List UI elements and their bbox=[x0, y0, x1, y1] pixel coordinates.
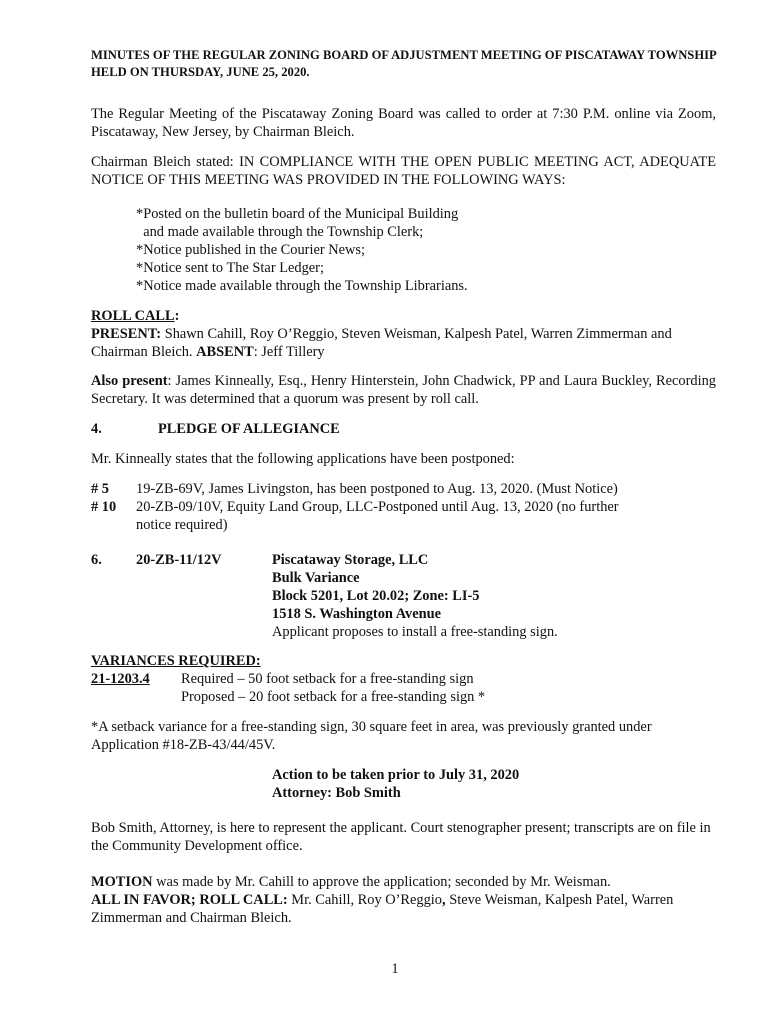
action-deadline: Action to be taken prior to July 31, 2020 bbox=[272, 767, 520, 783]
pledge-number: 4. bbox=[91, 421, 102, 437]
block-lot-zone: Block 5201, Lot 20.02; Zone: LI-5 bbox=[272, 588, 480, 604]
postponed-item: 19-ZB-69V, James Livingston, has been postponed to Aug. 13, 2020. (Must Notice) bbox=[136, 481, 618, 497]
postponed-number: # 5 bbox=[91, 481, 109, 497]
vote-names-continued: Steve Weisman, Kalpesh Patel, Warren Zimmerman and Chairman Bleich. bbox=[91, 892, 674, 926]
postponed-intro: Mr. Kinneally states that the following applications have been postponed: bbox=[91, 451, 515, 467]
pledge-title: PLEDGE OF ALLEGIANCE bbox=[158, 421, 340, 437]
motion-text: was made by Mr. Cahill to approve the application; seconded by Mr. Weisman. bbox=[152, 874, 611, 890]
variances-heading: VARIANCES REQUIRED: bbox=[91, 653, 261, 669]
attorney-name: Attorney: Bob Smith bbox=[272, 785, 401, 801]
also-present-paragraph bbox=[91, 372, 716, 408]
applicant-name: Piscataway Storage, LLC bbox=[272, 552, 429, 568]
document-title: MINUTES OF THE REGULAR ZONING BOARD OF ADJUSTMENT MEETING OF PISCATAWAY TOWNSHIP HELD ON THURSDAY, JUNE 25, 2020. bbox=[91, 48, 717, 79]
required-setback: Required – 50 foot setback for a free-standing sign bbox=[181, 671, 474, 687]
present-label: PRESENT: bbox=[91, 326, 162, 342]
postponed-item: 20-ZB-09/10V, Equity Land Group, LLC-Postponed until Aug. 13, 2020 (no further bbox=[136, 499, 619, 515]
proposed-setback: Proposed – 20 foot setback for a free-standing sign * bbox=[181, 689, 486, 705]
also-present-label: Also present bbox=[91, 373, 168, 389]
absent-label: ABSENT bbox=[196, 344, 254, 360]
roll-call-colon: : bbox=[174, 308, 180, 324]
variance-type: Bulk Variance bbox=[272, 570, 360, 586]
notice-item: *Posted on the bulletin board of the Municipal Building bbox=[136, 206, 459, 222]
footnote-paragraph: *A setback variance for a free-standing sign, 30 square feet in area, was previously granted under Application #18-ZB-43/44/45V. bbox=[91, 719, 652, 753]
absent-names: : Jeff Tillery bbox=[253, 344, 325, 360]
vote-paragraph bbox=[91, 891, 716, 927]
application-number: 20-ZB-11/12V bbox=[136, 552, 222, 568]
roll-call-heading bbox=[91, 307, 716, 325]
vote-comma: , bbox=[442, 892, 446, 908]
vote-label: ALL IN FAVOR; ROLL CALL: bbox=[91, 892, 288, 908]
item-number: 6. bbox=[91, 552, 102, 568]
compliance-statement: Chairman Bleich stated: IN COMPLIANCE WITH THE OPEN PUBLIC MEETING ACT, ADEQUATE NOTICE OF THIS MEETING WAS PROVIDED IN THE FOLLOWING WAYS: bbox=[91, 154, 716, 188]
notice-item: *Notice published in the Courier News; bbox=[136, 242, 366, 258]
intro-paragraph: The Regular Meeting of the Piscataway Zoning Board was called to order at 7:30 P.M. online via Zoom, Piscataway, New Jersey, by Chairman Bleich. bbox=[91, 106, 716, 140]
notice-item: *Notice made available through the Township Librarians. bbox=[136, 278, 468, 294]
page-number: 1 bbox=[391, 961, 399, 977]
notice-item: and made available through the Township Clerk; bbox=[136, 224, 424, 240]
notice-item: *Notice sent to The Star Ledger; bbox=[136, 260, 324, 276]
present-names: Shawn Cahill, Roy O’Reggio, Steven Weisman, Kalpesh Patel, Warren Zimmerman and Chairman Bleich. bbox=[91, 326, 672, 360]
application-description: Applicant proposes to install a free-standing sign. bbox=[272, 624, 558, 640]
roll-call-attendance bbox=[91, 325, 716, 361]
ordinance-code: 21-1203.4 bbox=[91, 671, 150, 687]
motion-line bbox=[91, 873, 611, 891]
motion-label: MOTION bbox=[91, 874, 153, 890]
postponed-number: # 10 bbox=[91, 499, 117, 515]
also-present-text: : James Kinneally, Esq., Henry Hinterstein, John Chadwick, PP and Laura Buckley, Recording Secretary. It was determined that a quorum was present by roll call. bbox=[91, 373, 716, 407]
vote-names: Mr. Cahill, Roy O’Reggio bbox=[287, 892, 442, 908]
property-address: 1518 S. Washington Avenue bbox=[272, 606, 442, 622]
postponed-item-continued: notice required) bbox=[136, 517, 228, 533]
roll-call-label: ROLL CALL bbox=[91, 308, 175, 324]
attorney-paragraph: Bob Smith, Attorney, is here to represent the applicant. Court stenographer present; transcripts are on file in the Community Development office. bbox=[91, 820, 711, 854]
